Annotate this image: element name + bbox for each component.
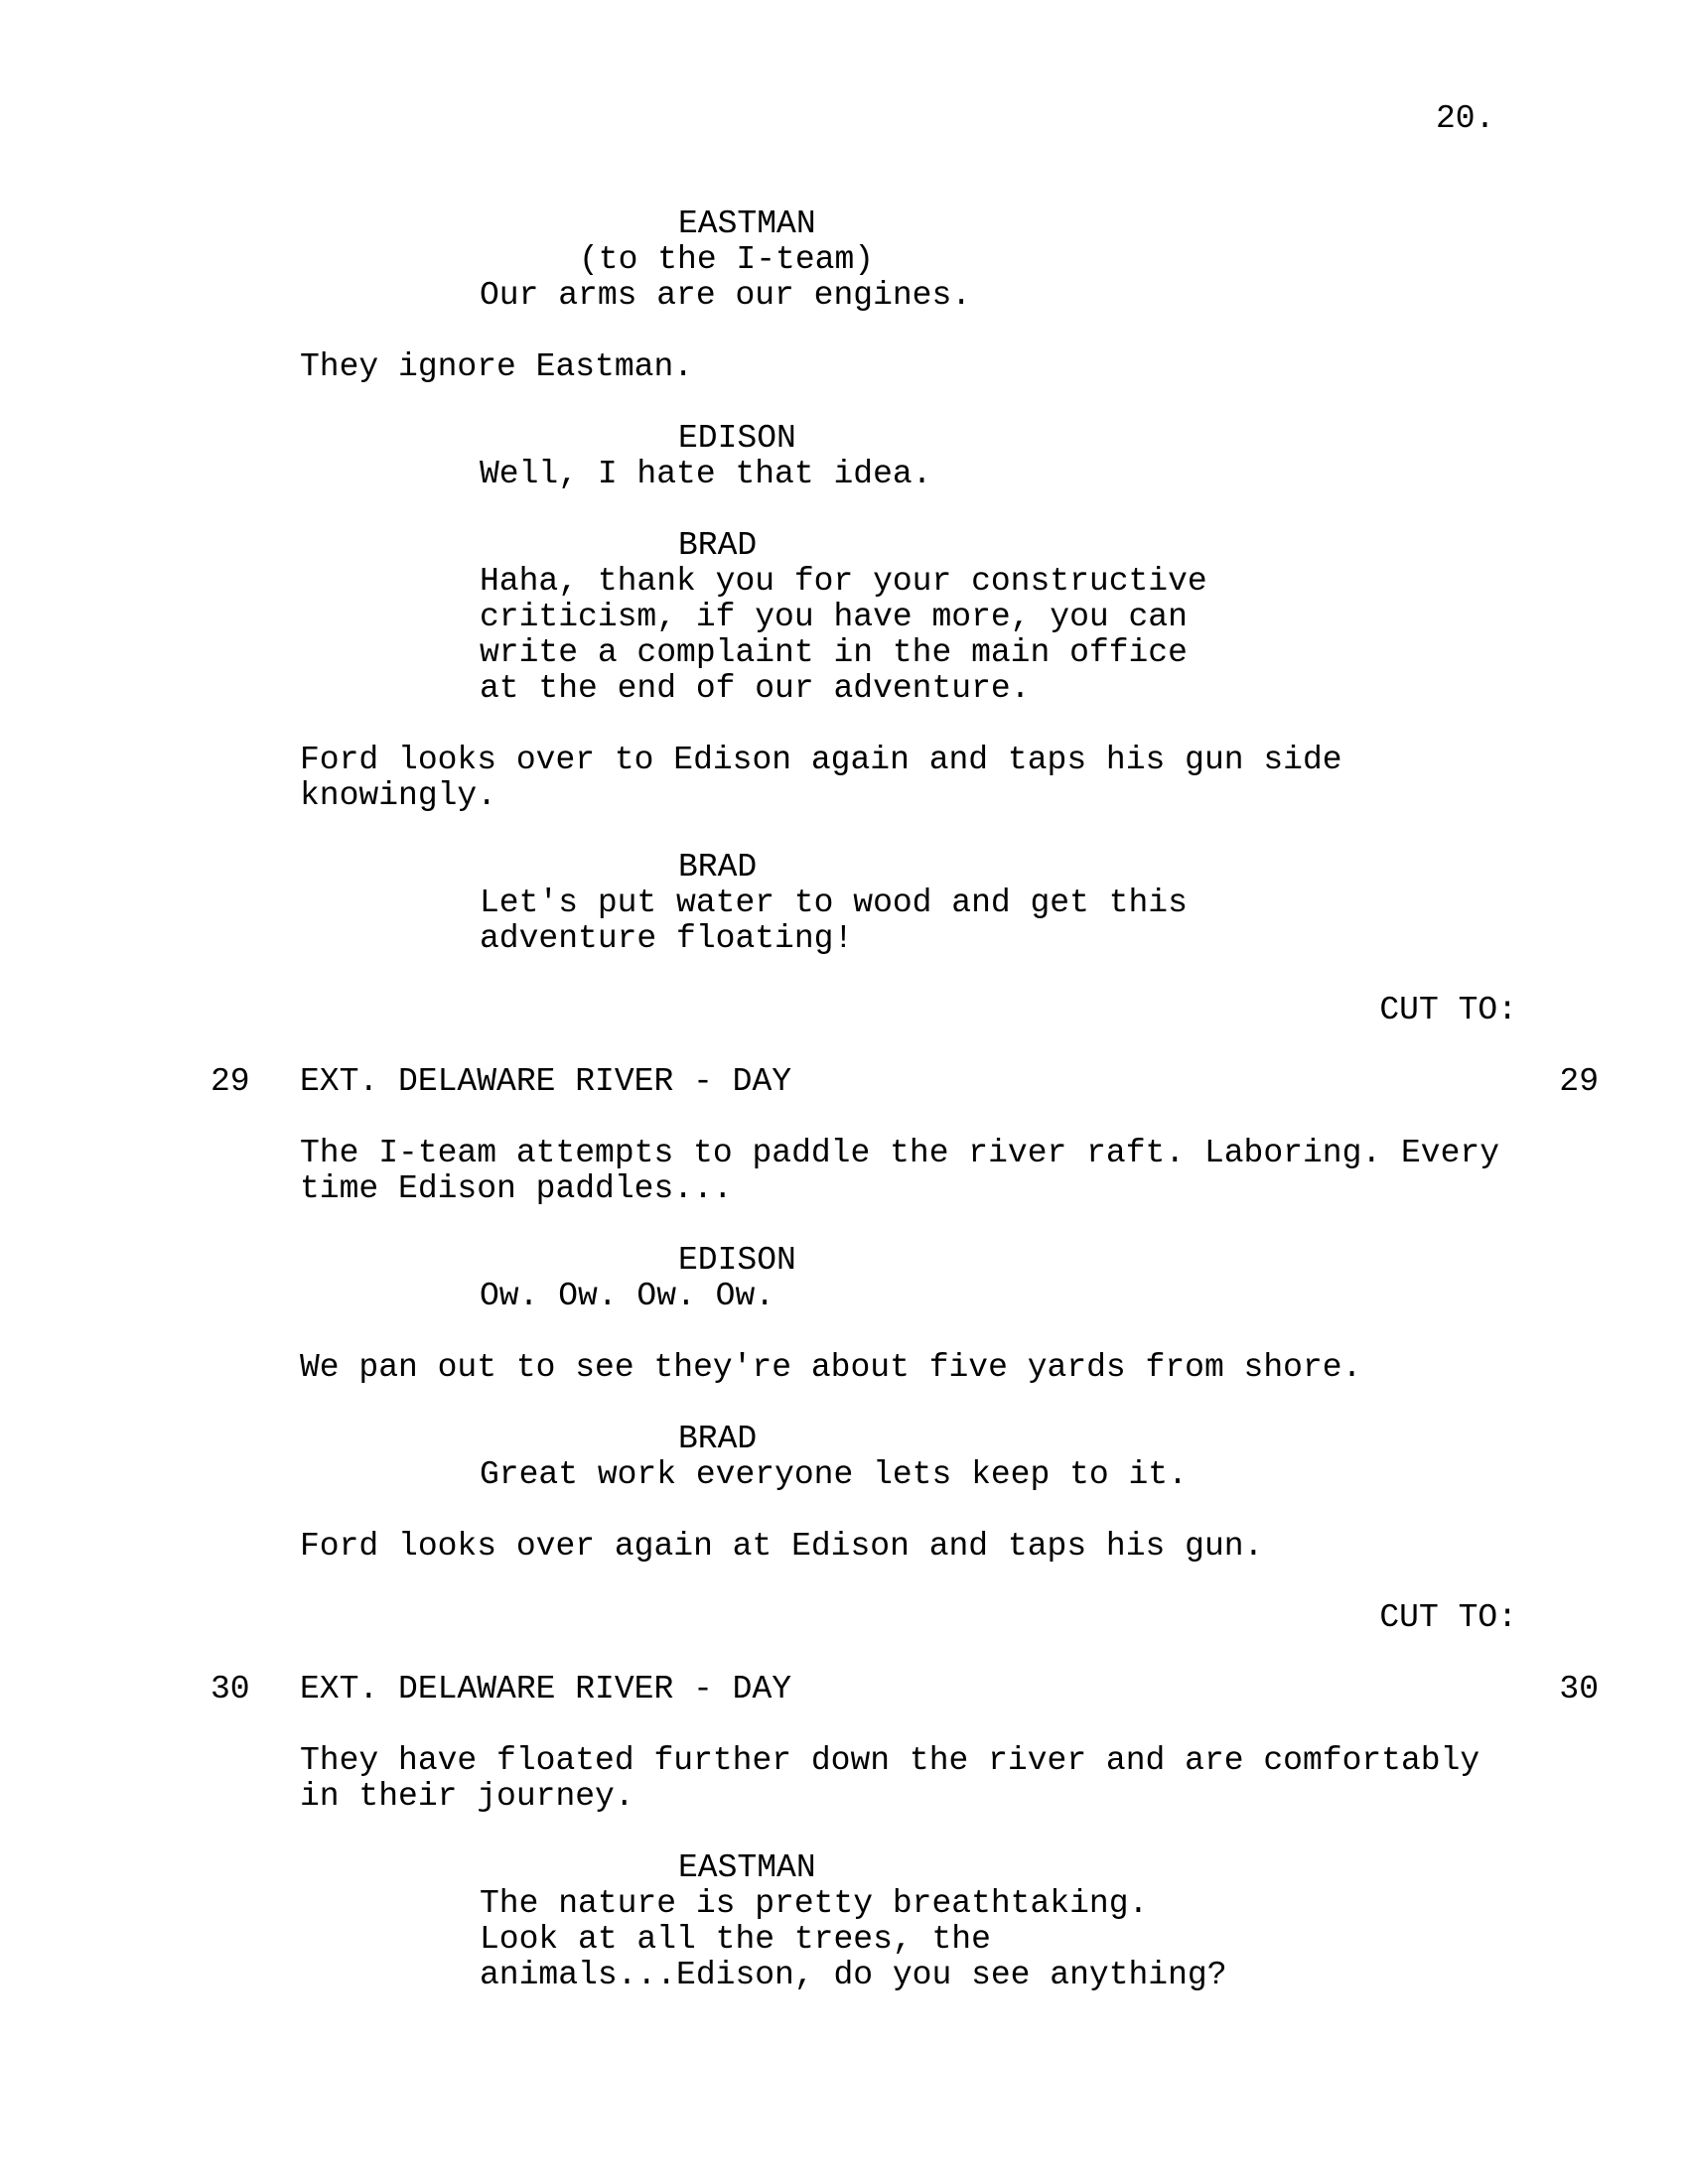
action-line: knowingly.: [300, 777, 497, 814]
dialogue-line: The nature is pretty breathtaking.: [480, 1885, 1149, 1922]
scene-heading: EXT. DELAWARE RIVER - DAY: [300, 1063, 792, 1100]
dialogue-line: Our arms are our engines.: [480, 277, 972, 314]
page-number: 20.: [1436, 100, 1495, 137]
scene-number-left: 30: [211, 1671, 250, 1707]
scene-number-right: 29: [1559, 1063, 1599, 1100]
scene-number-left: 29: [211, 1063, 250, 1100]
character-name: BRAD: [678, 1421, 758, 1457]
dialogue-line: Haha, thank you for your constructive: [480, 563, 1207, 600]
dialogue-line: Great work everyone lets keep to it.: [480, 1456, 1188, 1493]
action-line: Ford looks over again at Edison and taps his gun.: [300, 1528, 1264, 1565]
transition: CUT TO:: [1379, 1599, 1517, 1636]
dialogue-line: at the end of our adventure.: [480, 670, 1031, 707]
action-line: Ford looks over to Edison again and taps his gun side: [300, 742, 1342, 778]
character-name: EASTMAN: [678, 1849, 816, 1886]
character-name: BRAD: [678, 849, 758, 886]
action-line: time Edison paddles...: [300, 1170, 733, 1207]
dialogue-line: write a complaint in the main office: [480, 634, 1188, 671]
character-name: BRAD: [678, 527, 758, 564]
scene-heading: EXT. DELAWARE RIVER - DAY: [300, 1671, 792, 1707]
action-line: The I-team attempts to paddle the river raft. Laboring. Every: [300, 1135, 1499, 1171]
dialogue-line: criticism, if you have more, you can: [480, 599, 1188, 635]
transition: CUT TO:: [1379, 992, 1517, 1028]
character-name: EASTMAN: [678, 205, 816, 242]
dialogue-line: Let's put water to wood and get this: [480, 885, 1188, 921]
action-line: in their journey.: [300, 1778, 634, 1815]
character-name: EDISON: [678, 420, 796, 457]
character-name: EDISON: [678, 1242, 796, 1279]
scene-number-right: 30: [1559, 1671, 1599, 1707]
dialogue-line: Well, I hate that idea.: [480, 456, 932, 492]
action-line: They ignore Eastman.: [300, 348, 694, 385]
action-line: We pan out to see they're about five yards from shore.: [300, 1349, 1362, 1386]
dialogue-line: Ow. Ow. Ow. Ow.: [480, 1278, 775, 1314]
action-line: They have floated further down the river and are comfortably: [300, 1742, 1480, 1779]
dialogue-line: Look at all the trees, the: [480, 1921, 991, 1958]
dialogue-line: animals...Edison, do you see anything?: [480, 1957, 1227, 1993]
dialogue-line: adventure floating!: [480, 920, 854, 957]
parenthetical: (to the I-team): [579, 241, 875, 278]
